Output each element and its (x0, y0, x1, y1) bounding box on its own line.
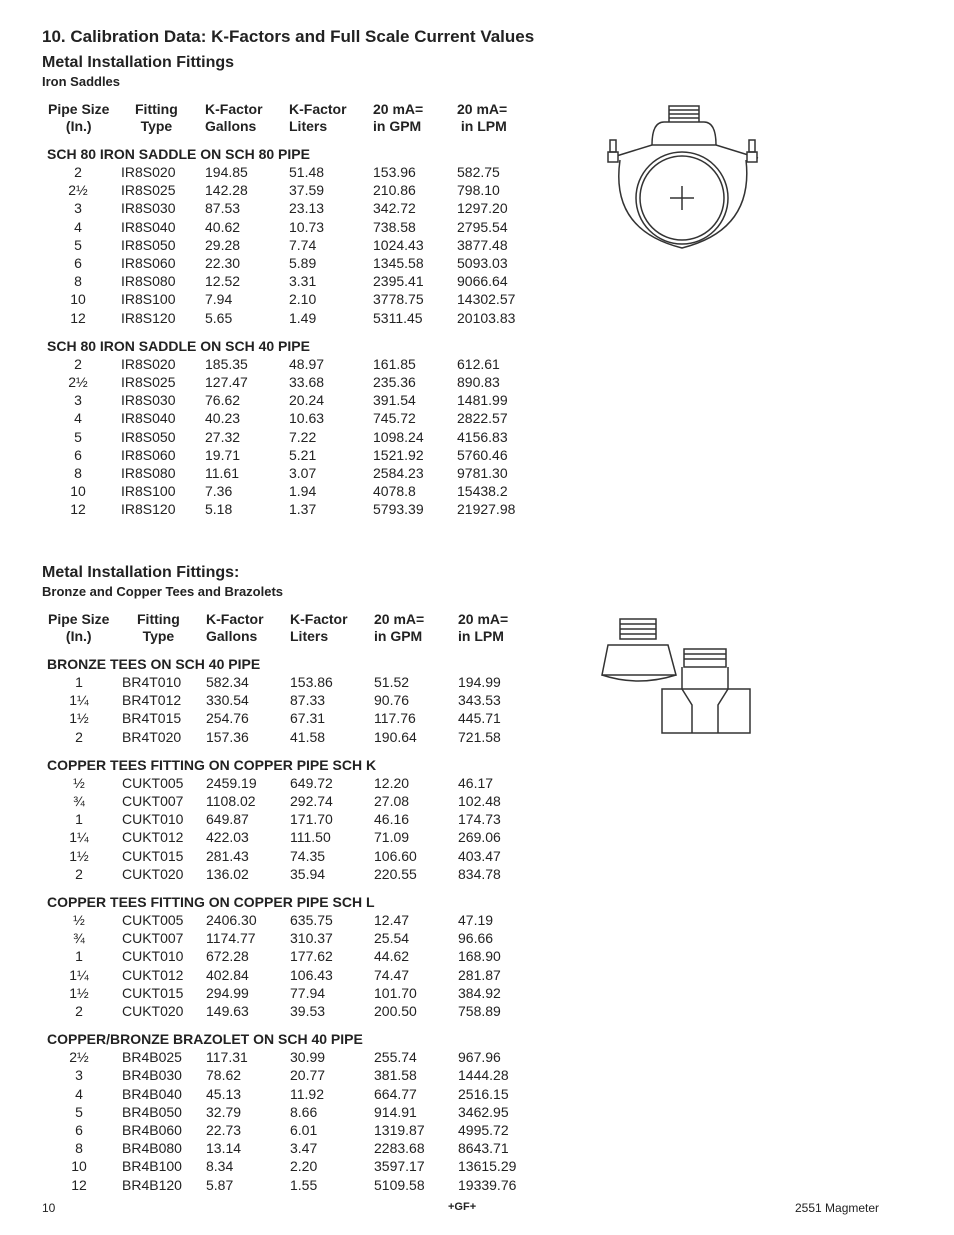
table-cell: 102.48 (458, 793, 501, 809)
table-cell: 1 (75, 948, 83, 965)
table-cell: 19.71 (205, 446, 241, 463)
table-cell: 422.03 (206, 829, 249, 846)
table-cell: 90.76 (374, 692, 410, 709)
table-cell: 403.47 (458, 847, 501, 864)
table-cell: 664.77 (374, 1085, 417, 1102)
table-cell: 890.83 (457, 374, 500, 390)
table-cell: 5.89 (289, 255, 317, 271)
table-cell: 745.72 (373, 410, 416, 427)
gf-logo: +GF+ (448, 1201, 477, 1213)
table-cell: CUKT012 (122, 829, 184, 846)
table-cell: 2406.30 (206, 912, 257, 928)
table-cell: 1¼ (69, 829, 89, 846)
table-cell: 20.77 (290, 1067, 326, 1084)
table-cell: 77.94 (290, 984, 326, 1001)
table-cell: 342.72 (373, 200, 416, 217)
table-cell: 2 (74, 164, 82, 180)
table-cell: 27.32 (205, 428, 241, 445)
table-cell: 171.70 (290, 811, 333, 828)
table-cell: 4156.83 (457, 428, 508, 445)
table-cell: 343.53 (458, 692, 501, 709)
table-cell: 582.34 (206, 674, 249, 690)
table-cell: 834.78 (458, 865, 501, 882)
table-cell: 9781.30 (457, 465, 508, 481)
table-cell: 23.13 (289, 200, 325, 217)
table-cell: 7.22 (289, 428, 317, 445)
table-cell: 445.71 (458, 710, 501, 727)
table-cell: 1½ (69, 847, 89, 864)
table-cell: 294.99 (206, 984, 249, 1001)
table-cell: BR4T015 (122, 710, 182, 727)
table-cell: 1.94 (289, 483, 317, 500)
column-header: K-Factor Liters (290, 611, 348, 644)
table-cell: 87.33 (290, 692, 326, 709)
table-cell: 111.50 (290, 829, 331, 846)
table-cell: 2 (75, 865, 83, 882)
table-cell: 1098.24 (373, 428, 424, 445)
table-cell: 142.28 (205, 182, 248, 199)
table-cell: 7.74 (289, 236, 317, 253)
table-cell: 44.62 (374, 948, 410, 965)
table-cell: 153.86 (290, 674, 333, 690)
table-cell: 20.24 (289, 392, 325, 409)
table-cell: 2459.19 (206, 774, 257, 791)
table-cell: 1481.99 (457, 392, 508, 409)
table-cell: 7.36 (205, 483, 233, 500)
iron-saddle-illustration (600, 100, 765, 255)
table-cell: 200.50 (374, 1003, 417, 1019)
table-cell: 10.73 (289, 218, 325, 235)
table-cell: IR8S030 (121, 392, 176, 409)
table-cell: 5109.58 (374, 1176, 425, 1193)
table-cell: 3 (74, 200, 82, 217)
table-cell: 3 (75, 1067, 83, 1084)
table-cell: 3 (74, 392, 82, 409)
table-cell: 1319.87 (374, 1122, 425, 1138)
table-cell: 15438.2 (457, 483, 508, 500)
product-name: 2551 Magmeter (795, 1201, 880, 1215)
table-cell: 1.55 (290, 1176, 318, 1193)
table-cell: 2 (74, 355, 82, 372)
table-cell: 5793.39 (373, 501, 424, 518)
table-cell: BR4B025 (122, 1049, 182, 1066)
table-cell: 5760.46 (457, 446, 508, 463)
table-cell: 672.28 (206, 948, 249, 965)
table-cell: ½ (73, 912, 85, 928)
table-cell: IR8S060 (121, 446, 176, 463)
column-header: Pipe Size (In.) (48, 101, 110, 134)
table-cell: 3877.48 (457, 236, 508, 253)
table-cell: 2 (75, 1003, 83, 1019)
table-cell: 37.59 (289, 182, 325, 199)
table-cell: 5093.03 (457, 255, 508, 271)
table-cell: 76.62 (205, 392, 241, 409)
table-cell: 1444.28 (458, 1067, 509, 1084)
table-cell: 13615.29 (458, 1158, 517, 1175)
table-cell: 220.55 (374, 865, 417, 882)
table-cell: CUKT007 (122, 793, 184, 809)
table-cell: 11.92 (290, 1085, 324, 1102)
table-cell: 3778.75 (373, 291, 424, 308)
table-cell: 2 (75, 728, 83, 745)
table-cell: CUKT005 (122, 774, 184, 791)
table-cell: 391.54 (373, 392, 416, 409)
table-cell: 1174.77 (206, 930, 256, 947)
table-cell: 1½ (69, 984, 89, 1001)
table-cell: 10 (70, 483, 86, 500)
table-cell: IR8S120 (121, 309, 176, 326)
table-cell: 51.52 (374, 674, 410, 690)
table-cell: 12.20 (374, 774, 410, 791)
table-cell: 3.47 (290, 1140, 318, 1157)
table-cell: 161.85 (373, 355, 416, 372)
table-cell: 2516.15 (458, 1085, 509, 1102)
table-cell: IR8S050 (121, 428, 176, 445)
column-header: Fitting Type (137, 611, 180, 644)
section1-subheading: Iron Saddles (42, 74, 121, 89)
table-cell: 39.53 (290, 1003, 326, 1019)
table-cell: 2½ (68, 374, 88, 390)
table-cell: 255.74 (374, 1049, 417, 1066)
table-cell: 5 (75, 1103, 83, 1120)
table-cell: 32.79 (206, 1103, 242, 1120)
table-cell: 310.37 (290, 930, 333, 947)
table-cell: 6 (75, 1122, 83, 1138)
table-cell: CUKT015 (122, 847, 184, 864)
table-cell: 11.61 (205, 465, 239, 481)
table-cell: 330.54 (206, 692, 249, 709)
table-cell: 8.34 (206, 1158, 234, 1175)
table-cell: 649.87 (206, 811, 249, 828)
table-cell: 235.36 (373, 374, 416, 390)
table-cell: 168.90 (458, 948, 501, 965)
column-header: K-Factor Gallons (206, 611, 264, 644)
table-cell: BR4B040 (122, 1085, 182, 1102)
table-cell: 292.74 (290, 793, 333, 809)
table-cell: CUKT005 (122, 912, 184, 928)
table-cell: 30.99 (290, 1049, 326, 1066)
table-cell: 10 (70, 291, 86, 308)
table-cell: 22.73 (206, 1122, 242, 1138)
table-cell: 3462.95 (458, 1103, 509, 1120)
table-cell: 5311.45 (373, 309, 423, 326)
table-cell: 51.48 (289, 164, 325, 180)
table-cell: 2584.23 (373, 465, 424, 481)
table-cell: 5.65 (205, 309, 233, 326)
table-cell: 210.86 (373, 182, 416, 199)
table-cell: 1297.20 (457, 200, 508, 217)
table-cell: 7.94 (205, 291, 233, 308)
table-cell: 194.85 (205, 164, 248, 180)
table-cell: ¾ (73, 793, 85, 809)
table-cell: 47.19 (458, 912, 494, 928)
table-cell: IR8S100 (121, 483, 176, 500)
group-heading: SCH 80 IRON SADDLE ON SCH 40 PIPE (47, 337, 310, 354)
table-cell: 8 (74, 273, 82, 290)
table-cell: 254.76 (206, 710, 249, 727)
table-cell: 2.10 (289, 291, 317, 308)
table-cell: 174.73 (458, 811, 501, 828)
table-cell: 281.43 (206, 847, 249, 864)
table-cell: 649.72 (290, 774, 333, 791)
table-cell: 149.63 (206, 1003, 249, 1019)
table-cell: 25.54 (374, 930, 410, 947)
table-cell: 21927.98 (457, 501, 516, 518)
table-cell: IR8S100 (121, 291, 176, 308)
table-cell: 4078.8 (373, 483, 416, 500)
table-cell: 78.62 (206, 1067, 242, 1084)
table-cell: 5.18 (205, 501, 233, 518)
table-cell: 2½ (69, 1049, 89, 1066)
table-cell: 22.30 (205, 255, 241, 271)
group-heading: SCH 80 IRON SADDLE ON SCH 80 PIPE (47, 146, 310, 162)
group-heading: COPPER/BRONZE BRAZOLET ON SCH 40 PIPE (47, 1031, 363, 1048)
table-cell: 46.16 (374, 811, 410, 828)
table-cell: 71.09 (374, 829, 410, 846)
column-header: Fitting Type (135, 101, 178, 134)
table-cell: 41.58 (290, 728, 326, 745)
table-cell: 1 (75, 674, 83, 690)
table-cell: 14302.57 (457, 291, 516, 308)
table-cell: 45.13 (206, 1085, 242, 1102)
table-cell: 10.63 (289, 410, 325, 427)
table-cell: 5.87 (206, 1176, 234, 1193)
table-cell: BR4T010 (122, 674, 182, 690)
table-cell: 9066.64 (457, 273, 508, 290)
table-cell: 153.96 (373, 164, 416, 180)
table-cell: IR8S080 (121, 273, 176, 290)
table-cell: BR4B080 (122, 1140, 182, 1157)
table-cell: 127.47 (205, 374, 248, 390)
table-cell: 2½ (68, 182, 88, 199)
table-cell: 27.08 (374, 793, 410, 809)
table-cell: 6 (74, 255, 82, 271)
table-cell: 582.75 (457, 164, 500, 180)
group-heading: COPPER TEES FITTING ON COPPER PIPE SCH L (47, 894, 375, 910)
table-cell: 13.14 (206, 1140, 242, 1157)
table-cell: 106.43 (290, 966, 333, 983)
tee-brazolet-illustration (598, 615, 758, 740)
table-cell: 1024.43 (373, 236, 424, 253)
table-cell: 40.62 (205, 218, 241, 235)
table-cell: 19339.76 (458, 1176, 517, 1193)
table-cell: IR8S025 (121, 374, 176, 390)
table-cell: 10 (71, 1158, 87, 1175)
column-header: 20 mA= in LPM (457, 101, 508, 134)
table-cell: 3.07 (289, 465, 317, 481)
table-cell: 1521.92 (373, 446, 424, 463)
table-cell: 798.10 (457, 182, 500, 199)
table-cell: 5.21 (289, 446, 317, 463)
table-cell: 1108.02 (206, 793, 256, 809)
table-cell: BR4B100 (122, 1158, 182, 1175)
table-cell: BR4B030 (122, 1067, 182, 1084)
page-title: 10. Calibration Data: K-Factors and Full Scale Current Values (42, 27, 535, 46)
table-cell: 12.52 (205, 273, 241, 290)
table-cell: 12 (71, 1176, 87, 1193)
table-cell: 67.31 (290, 710, 326, 727)
table-cell: 106.60 (374, 847, 417, 864)
table-cell: BR4B050 (122, 1103, 182, 1120)
table-cell: 914.91 (374, 1103, 417, 1120)
table-cell: 6 (74, 446, 82, 463)
table-cell: 2.20 (290, 1158, 318, 1175)
table-cell: 4995.72 (458, 1122, 509, 1138)
table-cell: 12.47 (374, 912, 410, 928)
table-cell: 136.02 (206, 865, 249, 882)
table-cell: IR8S050 (121, 236, 176, 253)
table-cell: 177.62 (290, 948, 333, 965)
table-cell: 96.66 (458, 930, 494, 947)
group-heading: BRONZE TEES ON SCH 40 PIPE (47, 656, 261, 672)
table-cell: 721.58 (458, 728, 501, 745)
table-cell: 269.06 (458, 829, 501, 846)
table-cell: 101.70 (374, 984, 417, 1001)
table-cell: 6.01 (290, 1122, 318, 1138)
table-cell: BR4T020 (122, 728, 182, 745)
column-header: K-Factor Gallons (205, 101, 263, 134)
table-cell: 46.17 (458, 774, 494, 791)
table-cell: CUKT012 (122, 966, 184, 983)
table-cell: IR8S025 (121, 182, 176, 199)
table-cell: 194.99 (458, 674, 501, 690)
table-cell: 48.97 (289, 355, 325, 372)
table-cell: 384.92 (458, 984, 501, 1001)
table-cell: 1345.58 (373, 255, 424, 271)
table-cell: 8.66 (290, 1103, 318, 1120)
table-cell: 1.37 (289, 501, 317, 518)
column-header: Pipe Size (In.) (48, 611, 110, 644)
table-cell: 1¼ (69, 966, 89, 983)
table-cell: 2283.68 (374, 1140, 425, 1157)
table-cell: CUKT010 (122, 948, 184, 965)
table-cell: 738.58 (373, 218, 416, 235)
table-cell: 1½ (69, 710, 89, 727)
table-cell: BR4T012 (122, 692, 182, 709)
table-cell: 612.61 (457, 355, 500, 372)
table-cell: 3597.17 (374, 1158, 425, 1175)
table-cell: 1 (75, 811, 83, 828)
table-cell: CUKT010 (122, 811, 184, 828)
table-cell: 8 (74, 465, 82, 481)
group-heading: COPPER TEES FITTING ON COPPER PIPE SCH K (47, 756, 377, 773)
table-cell: 1.49 (289, 309, 317, 326)
table-cell: 281.87 (458, 966, 501, 983)
table-cell: ¾ (73, 930, 85, 947)
table-cell: IR8S020 (121, 164, 176, 180)
table-cell: 35.94 (290, 865, 326, 882)
table-cell: CUKT007 (122, 930, 184, 947)
table-cell: 5 (74, 428, 82, 445)
table-cell: ½ (73, 774, 85, 791)
table-cell: BR4B060 (122, 1122, 182, 1138)
table-cell: 4 (74, 410, 82, 427)
table-cell: 20103.83 (457, 309, 516, 326)
table-cell: 33.68 (289, 374, 325, 390)
table-cell: 117.31 (206, 1049, 248, 1066)
table-cell: 87.53 (205, 200, 241, 217)
table-cell: 4 (75, 1085, 83, 1102)
table-cell: IR8S030 (121, 200, 176, 217)
table-cell: 2795.54 (457, 218, 508, 235)
table-cell: IR8S060 (121, 255, 176, 271)
table-cell: CUKT020 (122, 865, 184, 882)
section1-heading: Metal Installation Fittings (42, 54, 235, 71)
table-cell: 12 (70, 501, 86, 518)
table-cell: 74.35 (290, 847, 326, 864)
table-cell: 3.31 (289, 273, 317, 290)
table-cell: 40.23 (205, 410, 241, 427)
table-cell: IR8S080 (121, 465, 176, 481)
table-cell: 157.36 (206, 728, 249, 745)
table-cell: 185.35 (205, 355, 248, 372)
table-cell: IR8S040 (121, 218, 176, 235)
table-cell: 4 (74, 218, 82, 235)
table-cell: 381.58 (374, 1067, 417, 1084)
table-cell: BR4B120 (122, 1176, 182, 1193)
table-cell: 5 (74, 236, 82, 253)
table-cell: CUKT015 (122, 984, 184, 1001)
table-cell: IR8S040 (121, 410, 176, 427)
table-cell: 635.75 (290, 912, 333, 928)
table-cell: 2822.57 (457, 410, 508, 427)
page-number: 10 (42, 1201, 56, 1215)
table-cell: 2395.41 (373, 273, 424, 290)
table-cell: 8643.71 (458, 1140, 509, 1157)
table-cell: 402.84 (206, 966, 249, 983)
column-header: 20 mA= in GPM (374, 611, 425, 644)
column-header: 20 mA= in LPM (458, 611, 509, 644)
column-header: 20 mA= in GPM (373, 101, 424, 134)
section2-heading: Metal Installation Fittings: (42, 564, 240, 581)
table-cell: 758.89 (458, 1003, 501, 1019)
table-cell: 117.76 (374, 710, 416, 727)
table-cell: 967.96 (458, 1049, 501, 1066)
table-cell: IR8S120 (121, 501, 176, 518)
table-cell: 29.28 (205, 236, 241, 253)
table-cell: 74.47 (374, 966, 410, 983)
table-cell: 190.64 (374, 728, 417, 745)
table-cell: 12 (70, 309, 86, 326)
table-cell: CUKT020 (122, 1003, 184, 1019)
section2-subheading: Bronze and Copper Tees and Brazolets (42, 584, 284, 599)
column-header: K-Factor Liters (289, 101, 347, 134)
table-cell: IR8S020 (121, 355, 176, 372)
table-cell: 8 (75, 1140, 83, 1157)
table-cell: 1¼ (69, 692, 89, 709)
